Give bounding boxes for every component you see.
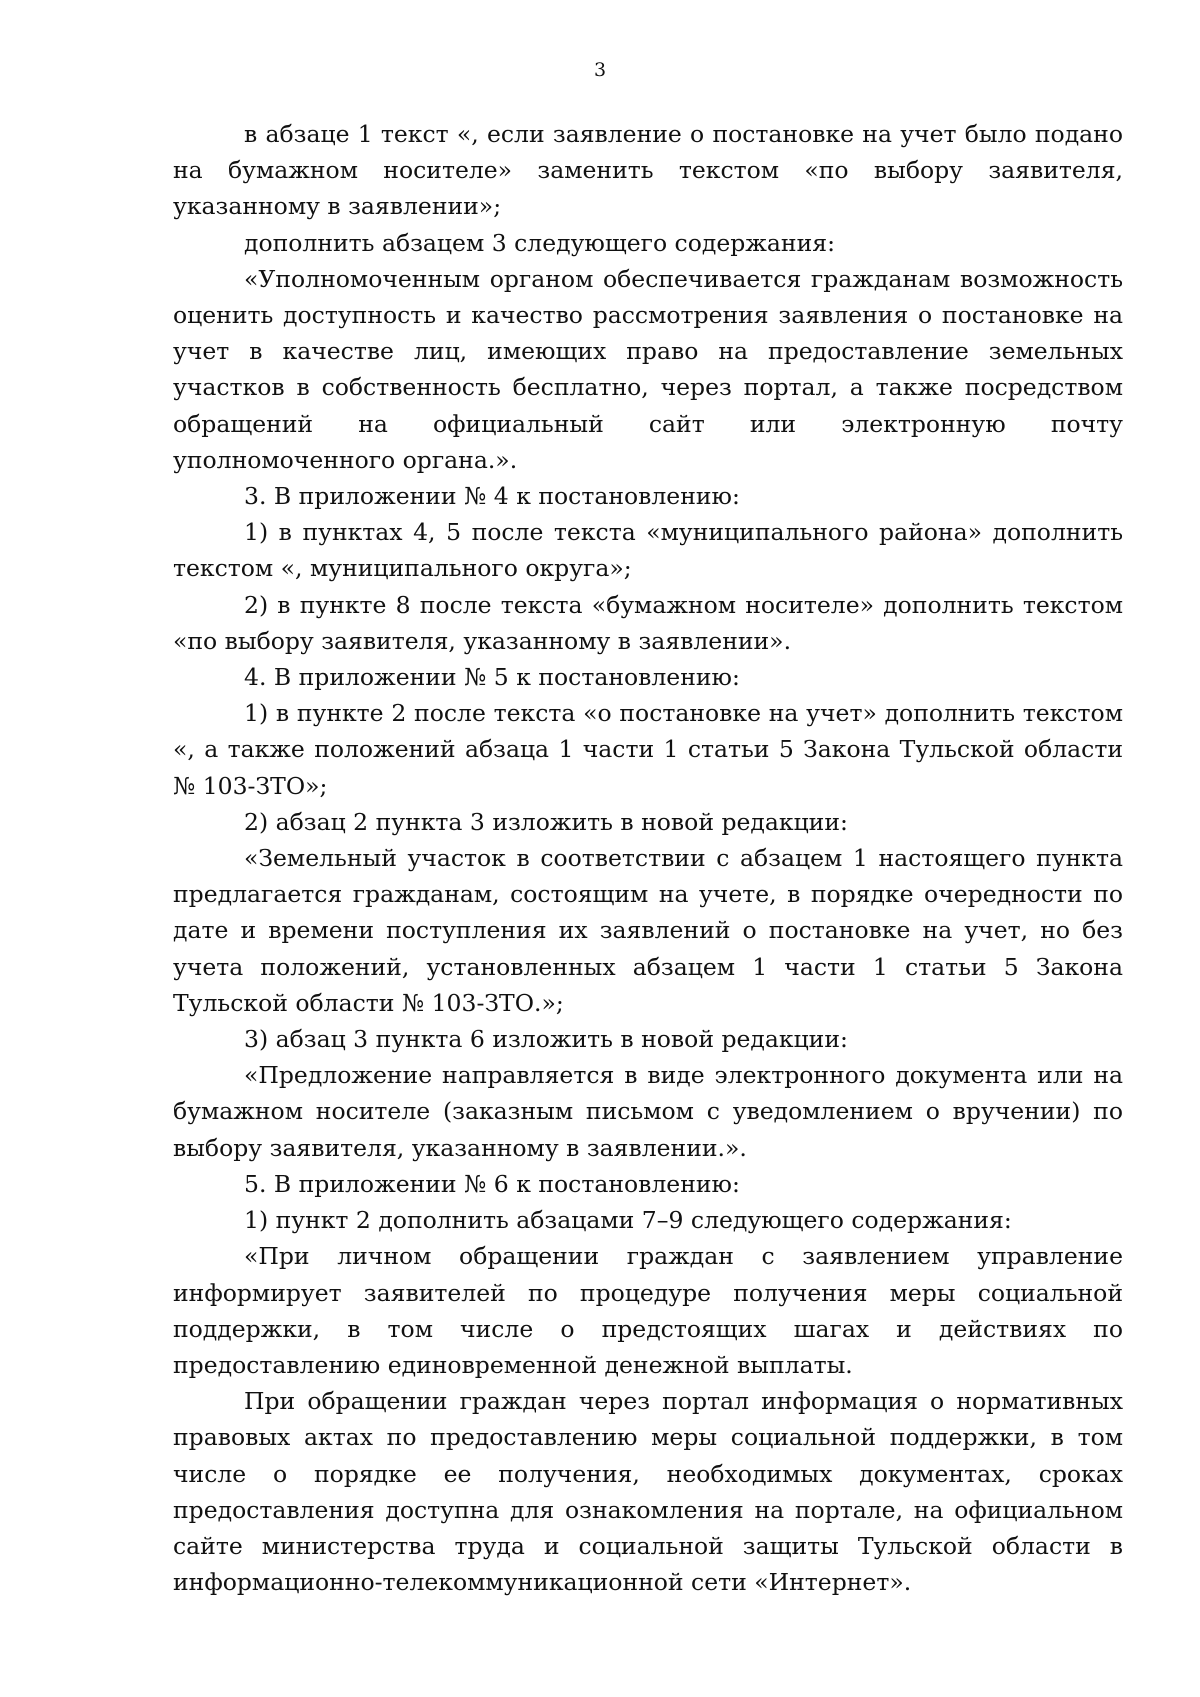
paragraph-5: 1) в пунктах 4, 5 после текста «муниципального района» дополнить текстом «, муниципального округа»; [173,518,1123,583]
paragraph-11: 3) абзац 3 пункта 6 изложить в новой редакции: [244,1025,848,1054]
paragraph-10: «Земельный участок в соответствии с абзацем 1 настоящего пункта предлагается гражданам, состоящим на учете, в порядке очередности по дате и времени поступления их заявлений о постановке на учет, но без учета положений, установленных абзацем 1 части 1 статьи 5 Закона Тульской области № 103-ЗТО.»; [173,844,1123,1017]
paragraph-14: 1) пункт 2 дополнить абзацами 7–9 следующего содержания: [244,1206,1012,1235]
paragraph-16: При обращении граждан через портал информация о нормативных правовых актах по предоставлению меры социальной поддержки, в том числе о порядке ее получения, необходимых документах, сроках предоставления доступна для ознакомления на портале, на официальном сайте министерства труда и социальной защиты Тульской области в информационно-телекоммуникационной сети «Интернет». [173,1387,1123,1597]
paragraph-3: «Уполномоченным органом обеспечивается гражданам возможность оценить доступность и качество рассмотрения заявления о постановке на учет в качестве лиц, имеющих право на предоставление земельных участков в собственность бесплатно, через портал, а также посредством обращений на официальный сайт или электронную почту уполномоченного органа.». [173,264,1123,474]
paragraph-1: в абзаце 1 текст «, если заявление о постановке на учет было подано на бумажном носителе» заменить текстом «по выбору заявителя, указанному в заявлении»; [173,120,1123,221]
paragraph-13: 5. В приложении № 6 к постановлению: [244,1169,740,1198]
paragraph-2: дополнить абзацем 3 следующего содержания: [244,228,835,257]
page-number: 3 [593,59,607,81]
paragraph-6: 2) в пункте 8 после текста «бумажном носителе» дополнить текстом «по выбору заявителя, указанному в заявлении». [173,590,1123,655]
document-body [173,116,1123,1600]
paragraph-9: 2) абзац 2 пункта 3 изложить в новой редакции: [244,807,848,836]
paragraph-8: 1) в пункте 2 после текста «о постановке на учет» дополнить текстом «, а также положений абзаца 1 части 1 статьи 5 Закона Тульской области № 103-ЗТО»; [173,699,1123,800]
paragraph-15: «При личном обращении граждан с заявлением управление информирует заявителей по процедуре получения меры социальной поддержки, в том числе о предстоящих шагах и действиях по предоставлению единовременной денежной выплаты. [173,1242,1123,1379]
paragraph-12: «Предложение направляется в виде электронного документа или на бумажном носителе (заказным письмом с уведомлением о вручении) по выбору заявителя, указанному в заявлении.». [173,1061,1123,1162]
paragraph-4: 3. В приложении № 4 к постановлению: [244,482,740,511]
paragraph-7: 4. В приложении № 5 к постановлению: [244,663,740,692]
